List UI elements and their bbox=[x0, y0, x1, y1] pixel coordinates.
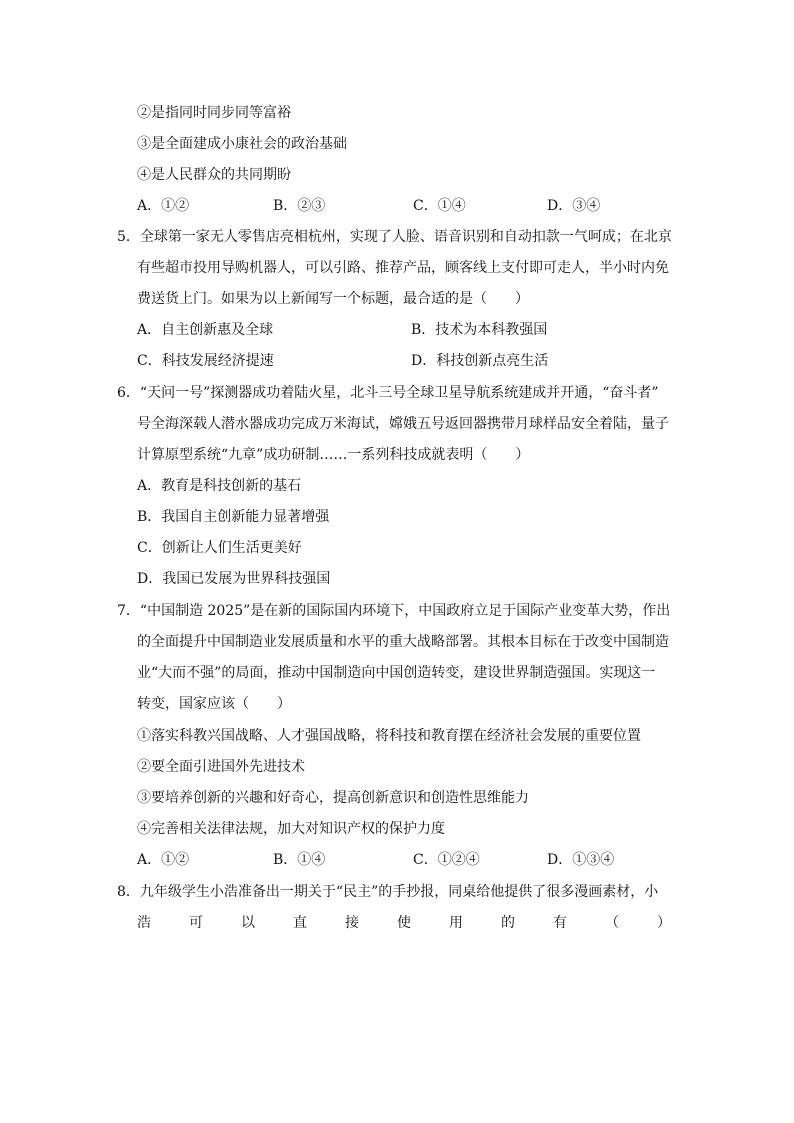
q8-char: 直 bbox=[293, 915, 307, 931]
q8-char: 以 bbox=[241, 915, 255, 931]
q6-option-a[interactable]: A．教育是科技创新的基石 bbox=[137, 478, 302, 494]
q7-statement-4: ④完善相关法律法规，加大对知识产权的保护力度 bbox=[137, 821, 445, 837]
q8-char: 使 bbox=[397, 915, 411, 931]
q6-stem-line-2: 号全海深载人潜水器成功完成万米海试，嫦娥五号返回器携带月球样品安全着陆，量子 bbox=[137, 416, 669, 432]
q5-stem-line-2: 有些超市投用导购机器人，可以引路、推荐产品，顾客线上支付即可走人，半小时内免 bbox=[137, 260, 669, 276]
q7-option-d[interactable]: D．①③④ bbox=[547, 852, 615, 868]
q5-option-b[interactable]: B．技术为本科教强国 bbox=[411, 322, 548, 338]
q4-statement-2: ②是指同时同步同等富裕 bbox=[137, 105, 291, 121]
answer-bracket-close: ） bbox=[657, 915, 671, 931]
q4-option-c[interactable]: C．①④ bbox=[413, 198, 466, 214]
answer-bracket-open: （ bbox=[605, 915, 619, 931]
q7-option-a[interactable]: A．①② bbox=[137, 852, 190, 868]
q4-options bbox=[137, 196, 677, 216]
q7-statement-3: ③要培养创新的兴趣和好奇心，提高创新意识和创造性思维能力 bbox=[137, 790, 529, 806]
q8-stem-line-2 bbox=[137, 913, 671, 933]
q7-statement-1: ①落实科教兴国战略、人才强国战略，将科技和教育摆在经济社会发展的重要位置 bbox=[137, 728, 641, 744]
q6-stem-line-3: 计算原型系统“九章”成功研制……一系列科技成就表明（ ） bbox=[137, 447, 530, 463]
q7-stem-line-4: 转变，国家应该（ ） bbox=[137, 696, 291, 712]
q8-char: 有 bbox=[553, 915, 567, 931]
q7-stem-line-3: 业“大而不强”的局面，推动中国制造向中国创造转变，建设世界制造强国。实现这一 bbox=[137, 665, 656, 681]
q5-options-row-2 bbox=[137, 351, 677, 371]
q6-option-c[interactable]: C．创新让人们生活更美好 bbox=[137, 540, 302, 556]
q5-option-d[interactable]: D．科技创新点亮生活 bbox=[411, 353, 549, 369]
q7-stem-line-2: 的全面提升中国制造业发展质量和水平的重大战略部署。其根本目标在于改变中国制造 bbox=[137, 634, 669, 650]
q7-option-b[interactable]: B．①④ bbox=[273, 852, 326, 868]
q5-option-c[interactable]: C．科技发展经济提速 bbox=[137, 353, 274, 369]
q7-statement-2: ②要全面引进国外先进技术 bbox=[137, 759, 305, 775]
q6-stem-line-1: 6．“天问一号”探测器成功着陆火星，北斗三号全球卫星导航系统建成并开通，“奋斗者” bbox=[117, 385, 659, 401]
q5-stem-line-3: 费送货上门。如果为以上新闻写一个标题，最合适的是（ ） bbox=[137, 291, 529, 307]
q4-statement-4: ④是人民群众的共同期盼 bbox=[137, 167, 291, 183]
q4-statement-3: ③是全面建成小康社会的政治基础 bbox=[137, 136, 347, 152]
q8-char: 浩 bbox=[137, 915, 151, 931]
q4-option-d[interactable]: D．③④ bbox=[547, 198, 601, 214]
q8-char: 用 bbox=[449, 915, 463, 931]
q8-stem-line-1: 8．九年级学生小浩准备出一期关于“民主”的手抄报，同桌给他提供了很多漫画素材，小 bbox=[117, 884, 659, 900]
q7-stem-line-1: 7．“中国制造 2025”是在新的国际国内环境下，中国政府立足于国际产业变革大势，作出 bbox=[117, 603, 671, 619]
q8-char: 可 bbox=[189, 915, 203, 931]
q5-option-a[interactable]: A．自主创新惠及全球 bbox=[137, 322, 274, 338]
q4-option-a[interactable]: A．①② bbox=[137, 198, 190, 214]
q6-option-b[interactable]: B．我国自主创新能力显著增强 bbox=[137, 509, 330, 525]
q8-char: 接 bbox=[345, 915, 359, 931]
q7-options bbox=[137, 850, 677, 870]
q7-option-c[interactable]: C．①②④ bbox=[413, 852, 480, 868]
q6-option-d[interactable]: D．我国已发展为世界科技强国 bbox=[137, 571, 331, 587]
q5-stem-line-1: 5．全球第一家无人零售店亮相杭州，实现了人脸、语音识别和自动扣款一气呵成；在北京 bbox=[117, 229, 672, 245]
q8-char: 的 bbox=[501, 915, 515, 931]
q4-option-b[interactable]: B．②③ bbox=[273, 198, 326, 214]
q5-options-row-1 bbox=[137, 320, 677, 340]
